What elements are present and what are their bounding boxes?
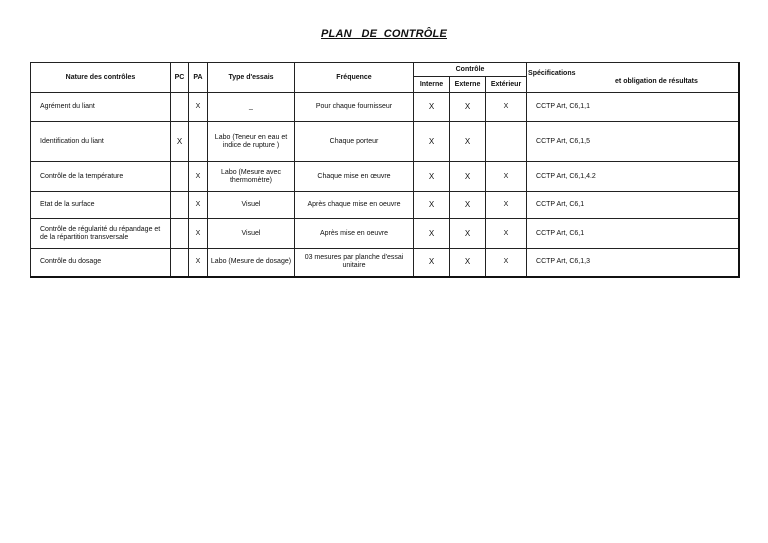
cell-interne: X [414,122,450,162]
cell-pa: X [189,219,208,249]
cell-nature: Contrôle du dosage [31,249,171,277]
cell-nature: Agrément du liant [31,93,171,122]
cell-frequence: Chaque porteur [295,122,414,162]
header-externe: Externe [450,77,486,93]
cell-nature: Identification du liant [31,122,171,162]
cell-pc [171,192,189,219]
table-row [31,93,739,122]
cell-pa: X [189,162,208,192]
cell-type: _ [208,93,295,122]
cell-nature: Etat de la surface [31,192,171,219]
page-title: PLAN DE CONTRÔLE [320,28,448,40]
cell-externe: X [450,122,486,162]
cell-pc [171,162,189,192]
cell-frequence: Après mise en oeuvre [295,219,414,249]
cell-pc [171,219,189,249]
cell-spec: CCTP Art, C6,1,3 [527,249,739,277]
cell-spec: CCTP Art, C6,1,1 [527,93,739,122]
header-type: Type d'essais [208,63,295,93]
cell-externe: X [450,249,486,277]
cell-externe: X [450,219,486,249]
header-pa: PA [189,63,208,93]
cell-frequence: 03 mesures par planche d'essai unitaire [295,249,414,277]
cell-interne: X [414,162,450,192]
table-row [31,122,739,162]
header-frequence: Fréquence [295,63,414,93]
cell-type: Visuel [208,219,295,249]
cell-interne: X [414,219,450,249]
cell-frequence: Après chaque mise en oeuvre [295,192,414,219]
cell-spec: CCTP Art, C6,1,5 [527,122,739,162]
cell-externe: X [450,93,486,122]
header-nature: Nature des contrôles [31,63,171,93]
header-spec-line1: Spécifications [528,70,576,77]
header-interne: Interne [414,77,450,93]
table-row [31,219,739,249]
cell-pa: X [189,93,208,122]
cell-exterieur: X [486,219,527,249]
cell-exterieur: X [486,192,527,219]
cell-frequence: Chaque mise en œuvre [295,162,414,192]
cell-exterieur: X [486,93,527,122]
table-row [31,192,739,219]
cell-spec: CCTP Art, C6,1 [527,219,739,249]
cell-interne: X [414,93,450,122]
header-pc: PC [171,63,189,93]
cell-type: Labo (Mesure avec thermomètre) [208,162,295,192]
cell-frequence: Pour chaque fournisseur [295,93,414,122]
cell-type: Visuel [208,192,295,219]
cell-type: Labo (Mesure de dosage) [208,249,295,277]
cell-pc [171,249,189,277]
control-plan-table [30,62,740,278]
cell-nature: Contrôle de régularité du répandage et de la répartition transversale [31,219,171,249]
cell-externe: X [450,192,486,219]
cell-exterieur [486,122,527,162]
cell-pc [171,93,189,122]
table-row [31,162,739,192]
cell-pa: X [189,192,208,219]
cell-type: Labo (Teneur en eau et indice de rupture ) [208,122,295,162]
table-row [31,249,739,277]
header-spec-line2: et obligation de résultats [615,78,698,85]
cell-pc: X [171,122,189,162]
cell-pa [189,122,208,162]
header-controle: Contrôle [414,63,527,77]
cell-pa: X [189,249,208,277]
cell-interne: X [414,192,450,219]
cell-externe: X [450,162,486,192]
cell-interne: X [414,249,450,277]
header-exterieur: Extérieur [486,77,527,93]
cell-exterieur: X [486,162,527,192]
cell-spec: CCTP Art, C6,1,4.2 [527,162,739,192]
cell-spec: CCTP Art, C6,1 [527,192,739,219]
header-specifications [527,63,739,93]
cell-nature: Contrôle de la température [31,162,171,192]
cell-exterieur: X [486,249,527,277]
